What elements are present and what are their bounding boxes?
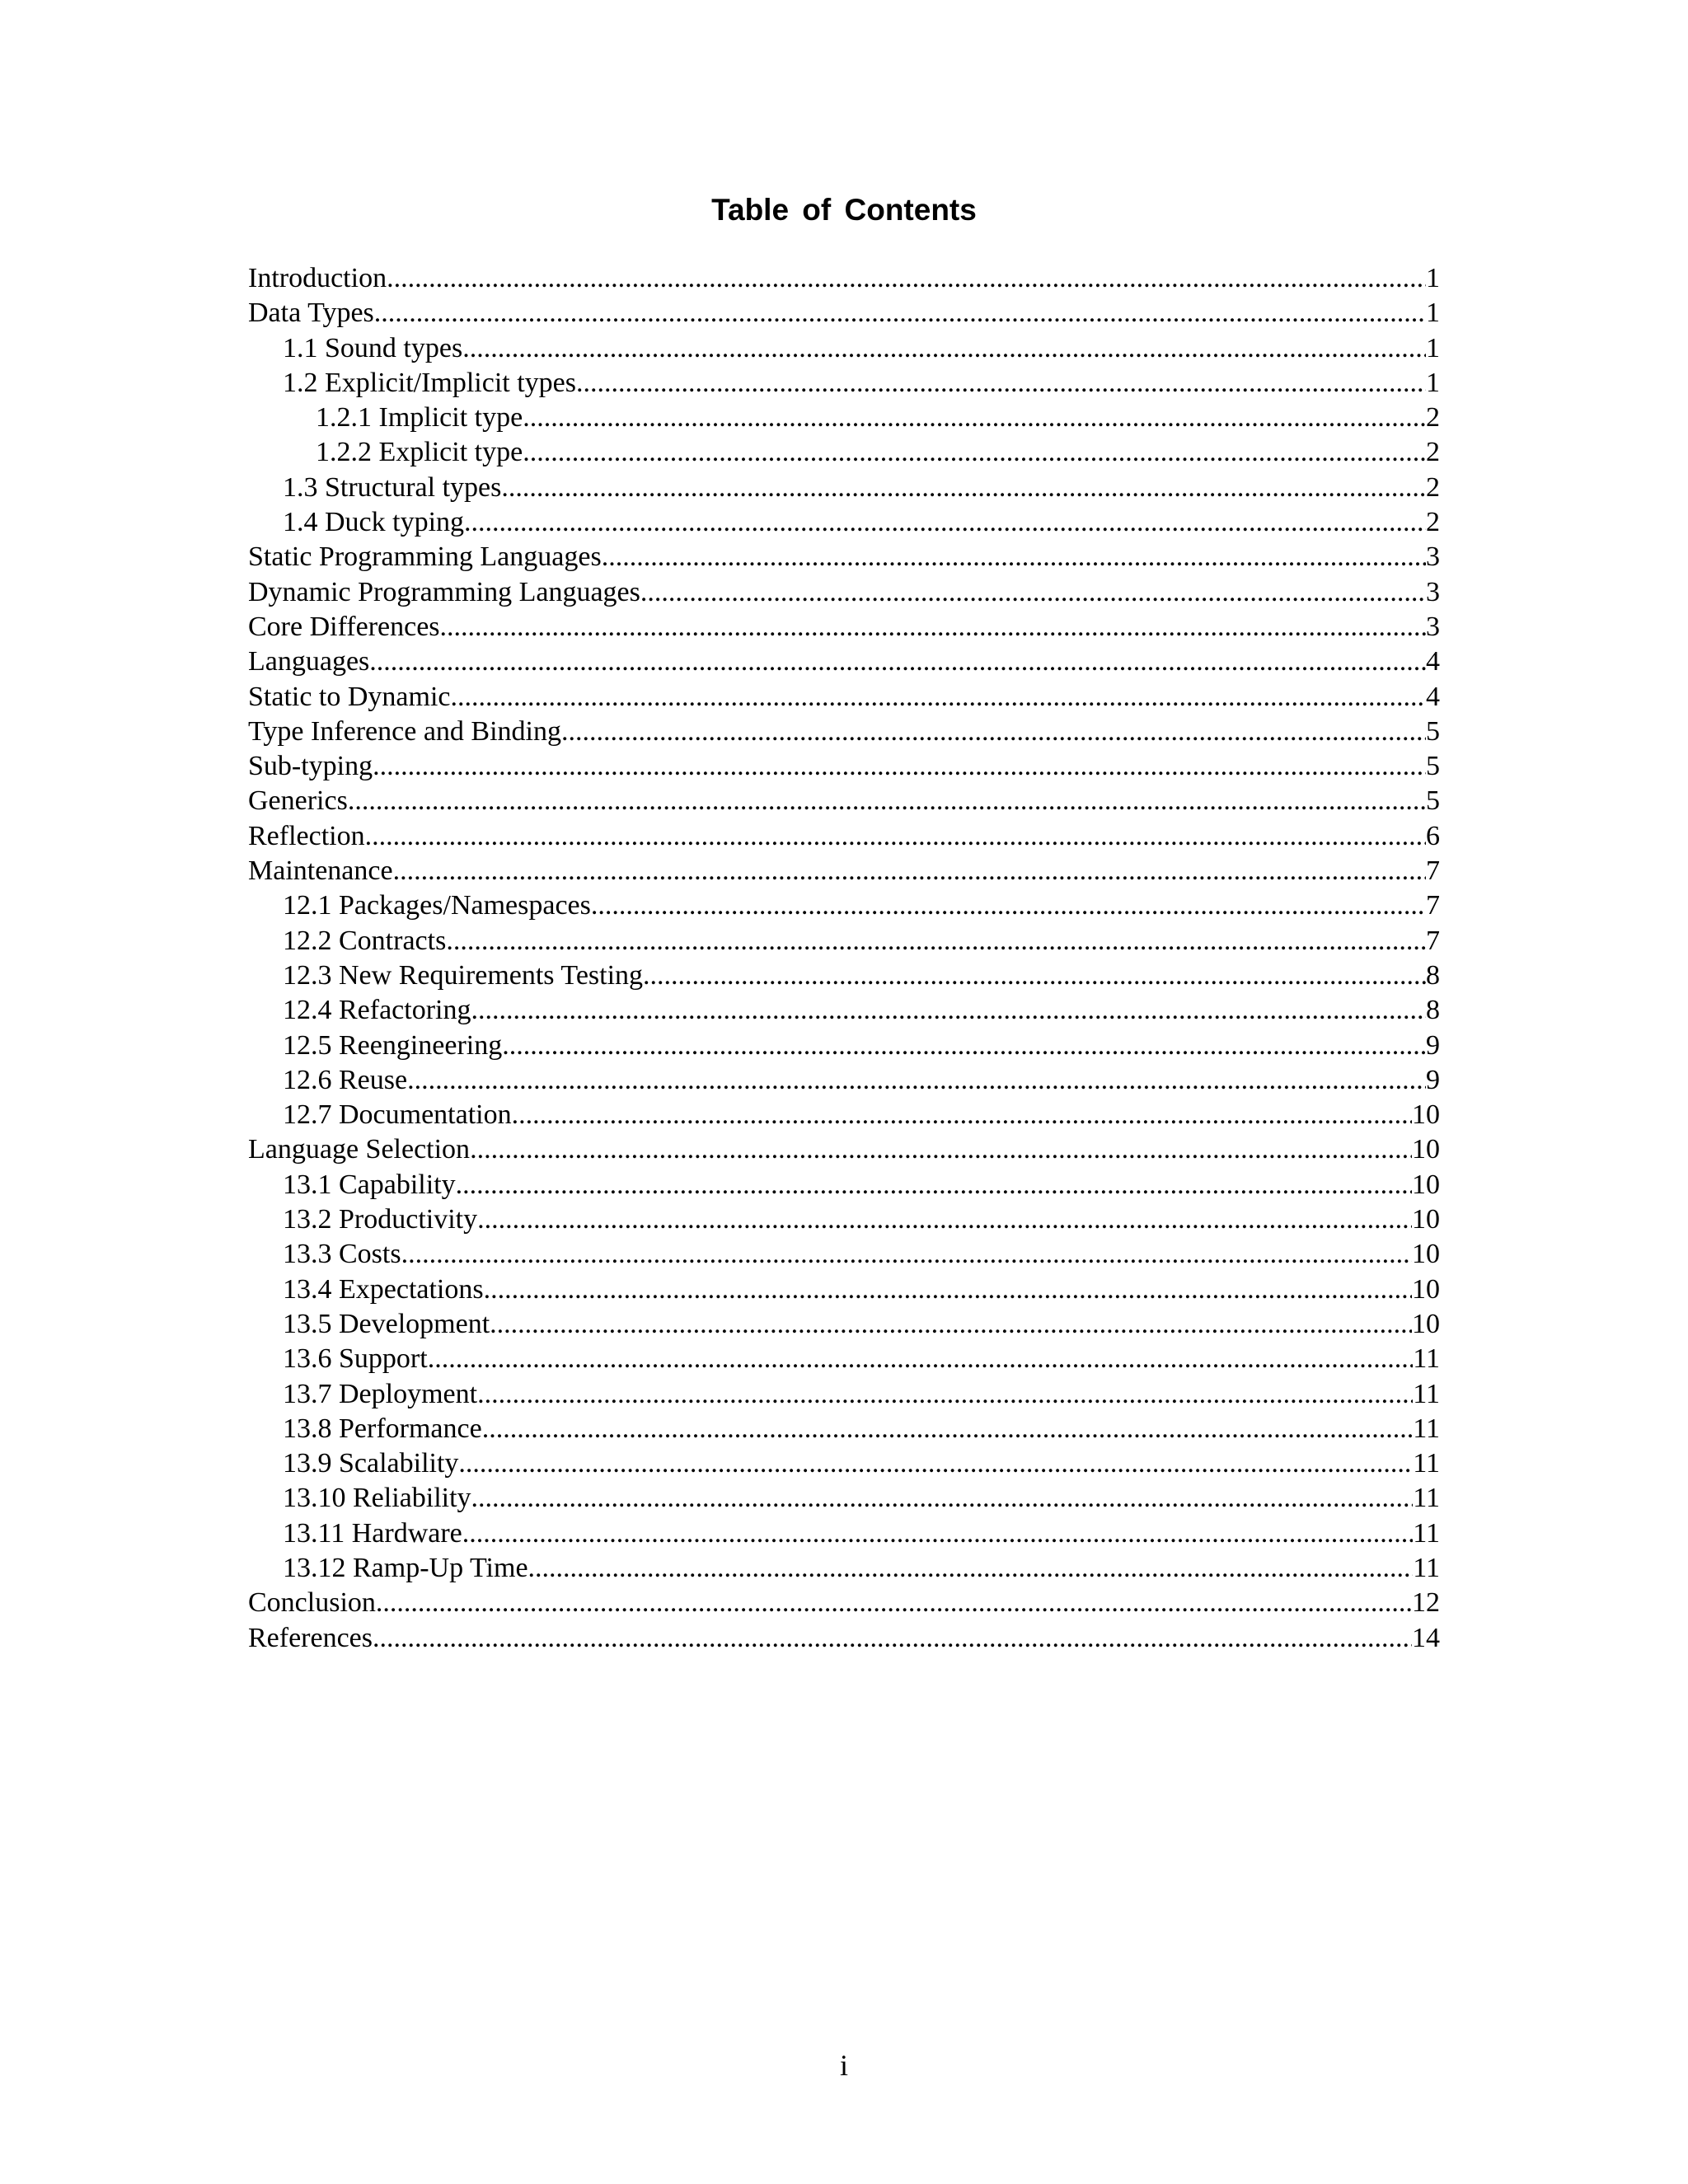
toc-entry-label: Conclusion <box>248 1587 376 1619</box>
toc-entry[interactable] <box>248 1377 1440 1412</box>
toc-entry-page-number: 7 <box>1426 890 1440 921</box>
toc-entry[interactable] <box>248 924 1440 958</box>
dot-leader <box>440 610 1426 644</box>
toc-entry[interactable] <box>248 505 1440 540</box>
toc-entry[interactable] <box>248 471 1440 505</box>
toc-entry[interactable] <box>248 1168 1440 1202</box>
toc-title: Table of Contents <box>711 193 977 227</box>
toc-entry-label: 1.2.1 Implicit type <box>316 402 523 434</box>
toc-entry-page-number: 2 <box>1426 507 1440 538</box>
dot-leader <box>490 1307 1412 1342</box>
toc-entry-page-number: 8 <box>1426 995 1440 1026</box>
dot-leader <box>348 784 1426 818</box>
toc-entry-label: 13.11 Hardware <box>283 1517 462 1549</box>
dot-leader <box>456 1168 1412 1202</box>
toc-entry[interactable] <box>248 958 1440 993</box>
toc-entry-page-number: 11 <box>1413 1483 1440 1514</box>
toc-entry[interactable] <box>248 1237 1440 1272</box>
dot-leader <box>374 296 1426 330</box>
toc-entry-label: 12.4 Refactoring <box>283 995 471 1026</box>
toc-entry[interactable] <box>248 435 1440 470</box>
toc-entry[interactable] <box>248 366 1440 401</box>
toc-entry-label: 13.3 Costs <box>283 1239 401 1270</box>
toc-entry[interactable] <box>248 680 1440 715</box>
dot-leader <box>451 680 1426 715</box>
toc-entry-label: 12.6 Reuse <box>283 1064 408 1095</box>
toc-entry-page-number: 9 <box>1426 1029 1440 1061</box>
toc-entry[interactable] <box>248 331 1440 366</box>
toc-entry-label: 1.3 Structural types <box>283 471 502 503</box>
toc-entry-page-number: 14 <box>1412 1622 1440 1653</box>
toc-entry-label: Core Differences <box>248 611 440 642</box>
toc-entry-label: Maintenance <box>248 855 393 887</box>
toc-entry-page-number: 3 <box>1426 576 1440 607</box>
toc-entry-page-number: 10 <box>1412 1239 1440 1270</box>
toc-entry-page-number: 1 <box>1426 263 1440 293</box>
toc-entry-label: 13.7 Deployment <box>283 1378 478 1409</box>
toc-entry-page-number: 11 <box>1413 1448 1440 1479</box>
toc-entry-page-number: 12 <box>1412 1587 1440 1619</box>
toc-entry-page-number: 10 <box>1412 1273 1440 1305</box>
dot-leader <box>640 575 1426 610</box>
toc-entry-label: 1.4 Duck typing <box>283 507 465 538</box>
dot-leader <box>365 819 1426 854</box>
toc-entry[interactable] <box>248 1551 1440 1586</box>
dot-leader <box>523 435 1426 470</box>
dot-leader <box>462 1516 1413 1551</box>
dot-leader <box>602 540 1426 574</box>
toc-entry-label: 13.8 Performance <box>283 1413 482 1444</box>
toc-entry[interactable] <box>248 610 1440 644</box>
toc-entry[interactable] <box>248 1307 1440 1342</box>
toc-entry[interactable] <box>248 888 1440 923</box>
toc-entry-page-number: 10 <box>1412 1308 1440 1339</box>
toc-entry-label: Type Inference and Binding <box>248 715 561 747</box>
toc-entry-label: 1.1 Sound types <box>283 332 463 363</box>
toc-entry[interactable] <box>248 993 1440 1028</box>
toc-entry-page-number: 3 <box>1426 541 1440 573</box>
toc-entry-page-number: 11 <box>1413 1517 1440 1549</box>
dot-leader <box>446 924 1426 958</box>
dot-leader <box>484 1272 1412 1307</box>
toc-entry-page-number: 7 <box>1426 925 1440 956</box>
toc-list <box>248 261 1440 1656</box>
toc-entry-page-number: 6 <box>1426 820 1440 851</box>
page-number-footer: i <box>839 2049 848 2082</box>
toc-entry-label: Introduction <box>248 263 387 293</box>
toc-entry-label: Static to Dynamic <box>248 681 451 712</box>
toc-entry[interactable] <box>248 854 1440 888</box>
toc-entry-page-number: 10 <box>1412 1169 1440 1200</box>
dot-leader <box>393 854 1426 888</box>
toc-entry-label: Dynamic Programming Languages <box>248 576 640 607</box>
toc-entry[interactable] <box>248 296 1440 330</box>
toc-entry-page-number: 11 <box>1413 1378 1440 1409</box>
toc-entry-label: 1.2.2 Explicit type <box>316 437 523 468</box>
toc-entry-label: Languages <box>248 646 370 677</box>
toc-entry[interactable] <box>248 819 1440 854</box>
toc-entry-label: Generics <box>248 785 348 817</box>
toc-entry-page-number: 8 <box>1426 959 1440 991</box>
toc-entry-label: 12.1 Packages/Namespaces <box>283 890 591 921</box>
dot-leader <box>373 749 1426 784</box>
dot-leader <box>576 366 1426 401</box>
toc-entry[interactable] <box>248 540 1440 574</box>
toc-entry-page-number: 11 <box>1413 1413 1440 1444</box>
dot-leader <box>428 1342 1414 1376</box>
toc-entry-page-number: 4 <box>1426 646 1440 677</box>
toc-entry-label: 13.6 Support <box>283 1343 428 1375</box>
toc-entry-label: 12.2 Contracts <box>283 925 447 956</box>
dot-leader <box>643 958 1426 993</box>
dot-leader <box>512 1098 1412 1132</box>
dot-leader <box>561 715 1426 749</box>
toc-entry-label: 13.2 Productivity <box>283 1204 478 1235</box>
toc-entry-label: Static Programming Languages <box>248 541 602 573</box>
toc-entry-label: Sub-typing <box>248 751 373 782</box>
toc-entry-page-number: 2 <box>1426 402 1440 434</box>
toc-entry[interactable] <box>248 784 1440 818</box>
toc-entry-page-number: 5 <box>1426 715 1440 747</box>
toc-entry-page-number: 1 <box>1426 367 1440 398</box>
toc-entry-label: 12.3 New Requirements Testing <box>283 959 644 991</box>
toc-entry-label: Language Selection <box>248 1134 471 1165</box>
toc-entry[interactable] <box>248 1412 1440 1446</box>
dot-leader <box>482 1412 1414 1446</box>
toc-entry[interactable] <box>248 1098 1440 1132</box>
toc-entry-page-number: 5 <box>1426 785 1440 817</box>
dot-leader <box>407 1063 1426 1098</box>
toc-entry-page-number: 5 <box>1426 751 1440 782</box>
toc-entry[interactable] <box>248 1516 1440 1551</box>
toc-entry-page-number: 3 <box>1426 611 1440 642</box>
toc-entry-label: 13.5 Development <box>283 1308 490 1339</box>
toc-entry-page-number: 4 <box>1426 681 1440 712</box>
toc-entry[interactable] <box>248 1029 1440 1063</box>
toc-entry[interactable] <box>248 1481 1440 1516</box>
toc-entry-page-number: 9 <box>1426 1064 1440 1095</box>
dot-leader <box>591 888 1426 923</box>
toc-entry-label: 13.10 Reliability <box>283 1483 471 1514</box>
dot-leader <box>369 644 1426 679</box>
toc-entry[interactable] <box>248 1272 1440 1307</box>
toc-entry-page-number: 10 <box>1412 1134 1440 1165</box>
toc-entry-page-number: 2 <box>1426 471 1440 503</box>
toc-entry-page-number: 1 <box>1426 332 1440 363</box>
dot-leader <box>502 1029 1426 1063</box>
toc-entry[interactable] <box>248 1446 1440 1481</box>
toc-entry-label: 13.12 Ramp-Up Time <box>283 1552 528 1583</box>
toc-entry[interactable] <box>248 575 1440 610</box>
toc-entry-label: 12.7 Documentation <box>283 1099 512 1131</box>
dot-leader <box>471 993 1427 1028</box>
toc-entry[interactable] <box>248 1342 1440 1376</box>
dot-leader <box>471 1481 1414 1516</box>
dot-leader <box>523 401 1426 435</box>
toc-entry-label: 13.9 Scalability <box>283 1448 459 1479</box>
toc-entry[interactable] <box>248 261 1440 296</box>
toc-entry-label: 1.2 Explicit/Implicit types <box>283 367 577 398</box>
dot-leader <box>462 331 1426 366</box>
toc-entry[interactable] <box>248 644 1440 679</box>
toc-entry[interactable] <box>248 749 1440 784</box>
toc-entry[interactable] <box>248 401 1440 435</box>
toc-entry-page-number: 10 <box>1412 1099 1440 1131</box>
toc-entry[interactable] <box>248 1132 1440 1167</box>
dot-leader <box>376 1586 1412 1620</box>
toc-entry[interactable] <box>248 1621 1440 1656</box>
toc-entry-label: References <box>248 1622 373 1653</box>
dot-leader <box>477 1377 1413 1412</box>
dot-leader <box>458 1446 1413 1481</box>
toc-entry[interactable] <box>248 1586 1440 1620</box>
toc-entry[interactable] <box>248 715 1440 749</box>
dot-leader <box>477 1202 1412 1237</box>
toc-entry-page-number: 1 <box>1426 298 1440 329</box>
dot-leader <box>470 1132 1412 1167</box>
toc-entry-page-number: 11 <box>1413 1343 1440 1375</box>
dot-leader <box>501 471 1426 505</box>
toc-entry-page-number: 2 <box>1426 437 1440 468</box>
dot-leader <box>464 505 1426 540</box>
toc-entry-label: 12.5 Reengineering <box>283 1029 503 1061</box>
dot-leader <box>401 1237 1412 1272</box>
dot-leader <box>373 1621 1412 1656</box>
dot-leader <box>528 1551 1414 1586</box>
toc-entry[interactable] <box>248 1202 1440 1237</box>
toc-entry-page-number: 10 <box>1412 1204 1440 1235</box>
toc-entry-label: Data Types <box>248 298 374 329</box>
dot-leader <box>387 261 1426 296</box>
toc-entry-label: Reflection <box>248 820 365 851</box>
toc-entry[interactable] <box>248 1063 1440 1098</box>
toc-entry-page-number: 11 <box>1413 1552 1440 1583</box>
toc-entry-label: 13.1 Capability <box>283 1169 456 1200</box>
toc-entry-label: 13.4 Expectations <box>283 1273 484 1305</box>
toc-entry-page-number: 7 <box>1426 855 1440 887</box>
